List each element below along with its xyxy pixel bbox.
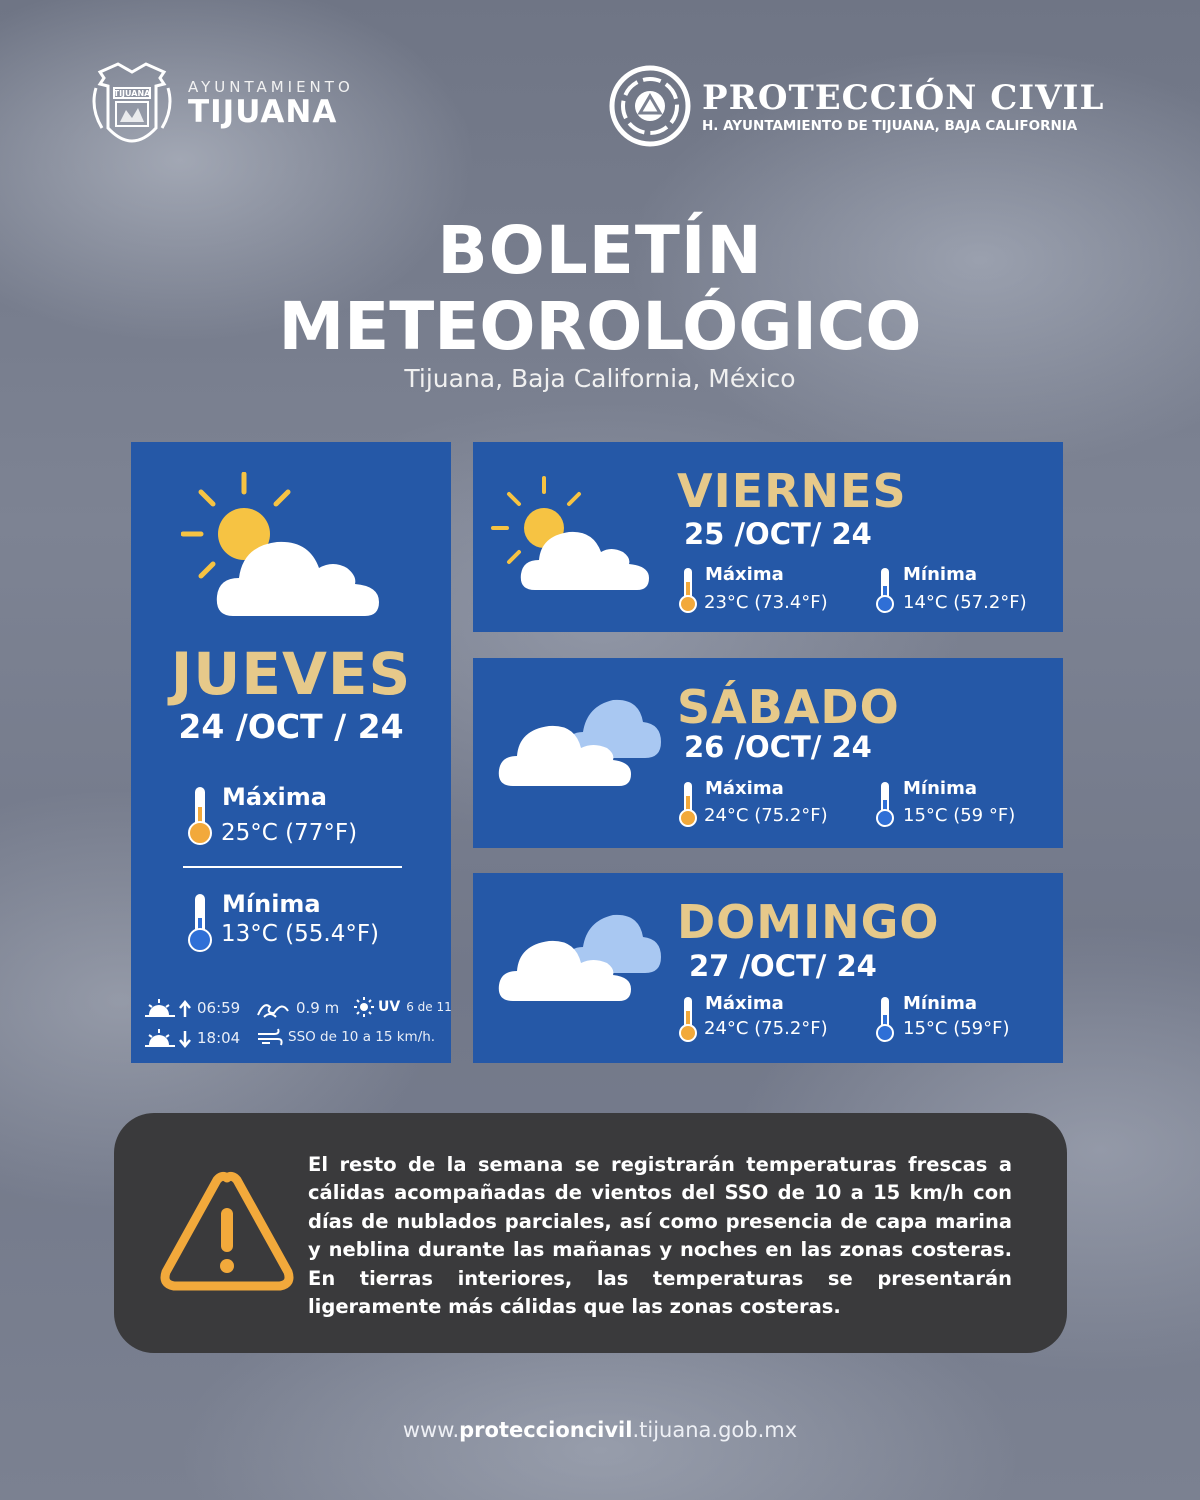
- tijuana-label: TIJUANA: [188, 94, 338, 130]
- today-max-label: Máxima: [222, 783, 327, 811]
- max-label: Máxima: [705, 778, 784, 799]
- today-date: 24 /OCT / 24: [178, 707, 404, 746]
- day-name: SÁBADO: [677, 680, 900, 734]
- sunrise-info: [145, 997, 240, 1019]
- wave-height: 0.9 m: [296, 999, 340, 1017]
- cloudy-icon: [495, 909, 663, 1005]
- sunset-info: [145, 1027, 240, 1049]
- max-value: 23°C (73.4°F): [704, 592, 828, 613]
- thermometer-cold-icon: [873, 780, 897, 828]
- today-min-value: 13°C (55.4°F): [221, 921, 380, 947]
- day-date: 27 /OCT/ 24: [689, 949, 877, 983]
- proteccion-civil-subtitle: H. AYUNTAMIENTO DE TIJUANA, BAJA CALIFORNIA: [702, 118, 1078, 134]
- today-min-label: Mínima: [222, 890, 321, 918]
- uv-info: [354, 997, 452, 1017]
- today-divider: [183, 866, 402, 868]
- proteccion-civil-emblem-icon: [608, 64, 692, 148]
- forecast-card-viernes: [473, 442, 1063, 632]
- thermometer-warm-icon: [676, 566, 700, 614]
- max-value: 24°C (75.2°F): [704, 1018, 828, 1039]
- sunset-time: 18:04: [197, 1029, 241, 1047]
- wind-info: [256, 1027, 435, 1047]
- ayuntamiento-logo: [86, 58, 354, 150]
- waves-info: [256, 997, 339, 1019]
- min-value: 15°C (59 °F): [903, 805, 1016, 826]
- thermometer-warm-icon: [676, 995, 700, 1043]
- day-name: DOMINGO: [677, 895, 940, 949]
- wave-icon: [256, 997, 292, 1019]
- page-subtitle: Tijuana, Baja California, México: [404, 364, 796, 393]
- proteccion-civil-title: PROTECCIÓN CIVIL: [702, 78, 1105, 118]
- page-title-line2: METEOROLÓGICO: [278, 288, 922, 365]
- alert-text: El resto de la semana se registrarán temperaturas frescas a cálidas acompañadas de vientos del SSO de 10 a 15 km/h con días de nublados parciales, así como presencia de capa marina y neblina durante las mañanas y noches en las zonas costeras. En tierras interiores, las temperaturas se presentarán ligeramente más cálidas que las zonas costeras.: [308, 1153, 1012, 1319]
- partly-sunny-icon: [491, 476, 656, 594]
- warning-icon: [158, 1168, 296, 1294]
- thermometer-cold-icon: [186, 892, 214, 954]
- max-value: 24°C (75.2°F): [704, 805, 828, 826]
- wind-icon: [256, 1027, 284, 1047]
- website-link[interactable]: [0, 1418, 1200, 1442]
- min-label: Mínima: [903, 993, 977, 1014]
- today-day-name: JUEVES: [170, 640, 412, 708]
- sunrise-icon: [145, 997, 193, 1019]
- thermometer-cold-icon: [873, 995, 897, 1043]
- min-value: 14°C (57.2°F): [903, 592, 1027, 613]
- partly-sunny-icon: [181, 472, 391, 622]
- uv-sun-icon: [354, 997, 374, 1017]
- tijuana-shield-icon: [86, 58, 178, 150]
- thermometer-warm-icon: [676, 780, 700, 828]
- uv-label: UV: [378, 999, 401, 1015]
- cloudy-icon: [495, 694, 663, 790]
- uv-value: 6 de 11: [406, 1000, 452, 1014]
- proteccion-civil-logo: [608, 64, 1104, 148]
- max-label: Máxima: [705, 564, 784, 585]
- sunrise-time: 06:59: [197, 999, 241, 1017]
- day-date: 26 /OCT/ 24: [684, 730, 872, 764]
- url-suffix: .tijuana.gob.mx: [632, 1418, 798, 1442]
- min-value: 15°C (59°F): [903, 1018, 1010, 1039]
- today-card: [131, 442, 451, 1063]
- ayuntamiento-label: AYUNTAMIENTO: [188, 78, 354, 96]
- day-name: VIERNES: [677, 464, 907, 518]
- url-prefix: www.: [402, 1418, 460, 1442]
- page-title-line1: BOLETÍN: [437, 212, 763, 289]
- url-domain: proteccioncivil: [459, 1418, 633, 1442]
- forecast-card-domingo: [473, 873, 1063, 1063]
- sunset-icon: [145, 1027, 193, 1049]
- thermometer-warm-icon: [186, 785, 214, 847]
- max-label: Máxima: [705, 993, 784, 1014]
- min-label: Mínima: [903, 778, 977, 799]
- today-max-value: 25°C (77°F): [221, 820, 358, 846]
- svg-text:TIJUANA: TIJUANA: [113, 89, 151, 98]
- wind-value: SSO de 10 a 15 km/h.: [288, 1029, 436, 1045]
- thermometer-cold-icon: [873, 566, 897, 614]
- min-label: Mínima: [903, 564, 977, 585]
- day-date: 25 /OCT/ 24: [684, 517, 872, 551]
- forecast-card-sabado: [473, 658, 1063, 848]
